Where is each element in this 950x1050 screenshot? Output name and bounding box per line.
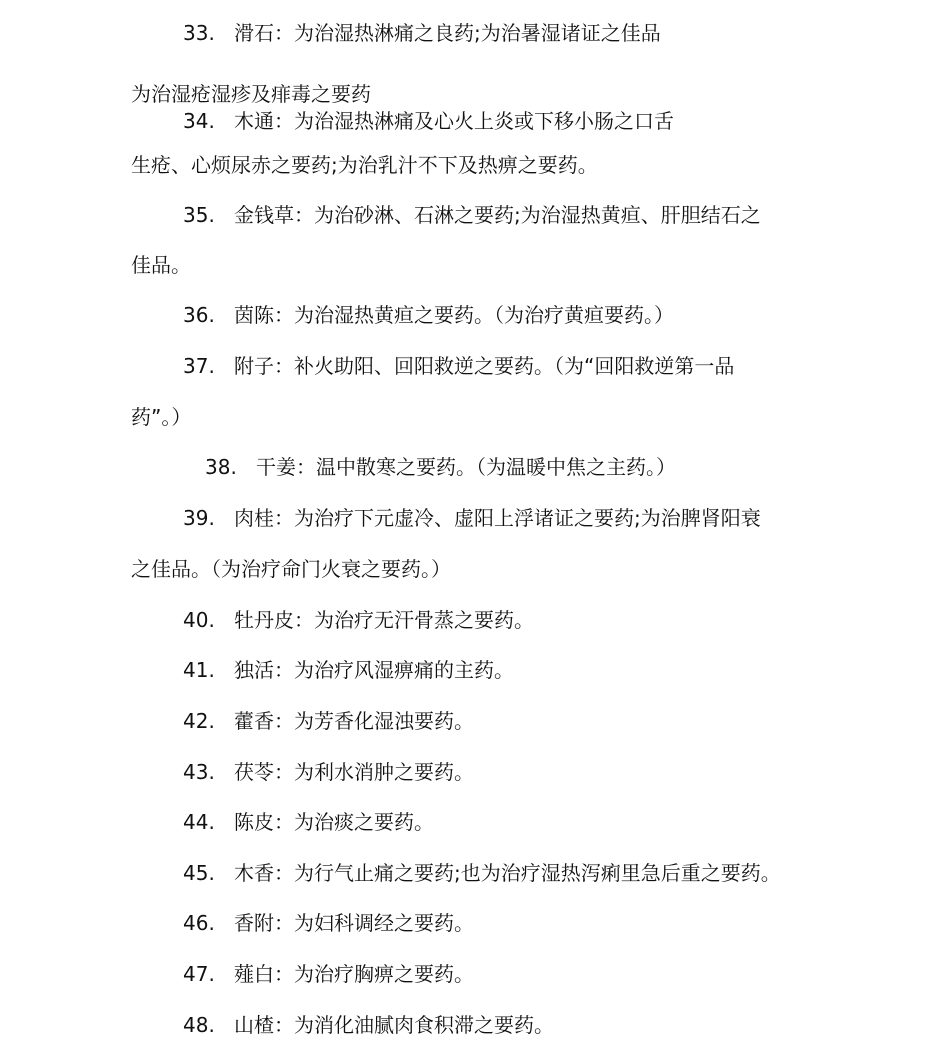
entry-43 [183,760,474,784]
entry-number: 47. [183,962,215,986]
entry-text: 干姜：温中散寒之要药。（为温暖中焦之主药。） [256,455,676,479]
entry-text: 薤白：为治疗胸痹之要药。 [234,962,474,986]
entry-39 [183,506,761,530]
entry-47 [183,962,474,986]
entry-number: 41. [183,658,215,682]
entry-text: 山楂：为消化油腻肉食积滞之要药。 [234,1013,554,1037]
entry-text: 木通：为治湿热淋痛及心火上炎或下移小肠之口舌 [234,109,674,133]
entry-text: 木香：为行气止痛之要药;也为治疗湿热泻痢里急后重之要药。 [234,861,781,885]
entry-text: 茵陈：为治湿热黄疸之要药。（为治疗黄疸要药。） [234,303,674,327]
entry-number: 34. [183,109,215,133]
entry-35-continuation: 佳品。 [131,253,191,277]
entry-number: 44. [183,810,215,834]
entry-36 [183,303,674,327]
entry-38 [205,455,676,479]
entry-text: 香附：为妇科调经之要药。 [234,911,474,935]
entry-number: 35. [183,203,215,227]
entry-37-continuation: 药”。） [131,405,192,429]
entry-text: 附子：补火助阳、回阳救逆之要药。（为“回阳救逆第一品 [234,354,735,378]
entry-number: 46. [183,911,215,935]
entry-44 [183,810,434,834]
entry-number: 48. [183,1013,215,1037]
entry-number: 42. [183,709,215,733]
entry-34-continuation: 生疮、心烦尿赤之要药;为治乳汁不下及热痹之要药。 [131,153,598,177]
entry-number: 39. [183,506,215,530]
entry-number: 37. [183,354,215,378]
entry-39-continuation: 之佳品。（为治疗命门火衰之要药。） [131,557,451,581]
entry-number: 45. [183,861,215,885]
entry-46 [183,911,474,935]
entry-45 [183,861,781,885]
entry-text: 陈皮：为治痰之要药。 [234,810,434,834]
entry-text: 藿香：为芳香化湿浊要药。 [234,709,474,733]
entry-35 [183,203,761,227]
entry-text: 金钱草：为治砂淋、石淋之要药;为治湿热黄疸、肝胆结石之 [234,203,761,227]
entry-33 [183,21,661,45]
entry-number: 40. [183,608,215,632]
entry-text: 滑石：为治湿热淋痛之良药;为治暑湿诸证之佳品 [234,21,661,45]
entry-number: 38. [205,455,237,479]
entry-33-continuation: 为治湿疮湿疹及痱毒之要药 [131,82,371,106]
entry-41 [183,658,514,682]
entry-40 [183,608,534,632]
entry-42 [183,709,474,733]
entry-37 [183,354,734,378]
entry-number: 43. [183,760,215,784]
entry-48 [183,1013,554,1037]
entry-text: 茯苓：为利水消肿之要药。 [234,760,474,784]
entry-number: 36. [183,303,215,327]
entry-34 [183,109,674,133]
entry-text: 独活：为治疗风湿痹痛的主药。 [234,658,514,682]
entry-text: 肉桂：为治疗下元虚冷、虚阳上浮诸证之要药;为治脾肾阳衰 [234,506,761,530]
entry-number: 33. [183,21,215,45]
entry-text: 牡丹皮：为治疗无汗骨蒸之要药。 [234,608,534,632]
